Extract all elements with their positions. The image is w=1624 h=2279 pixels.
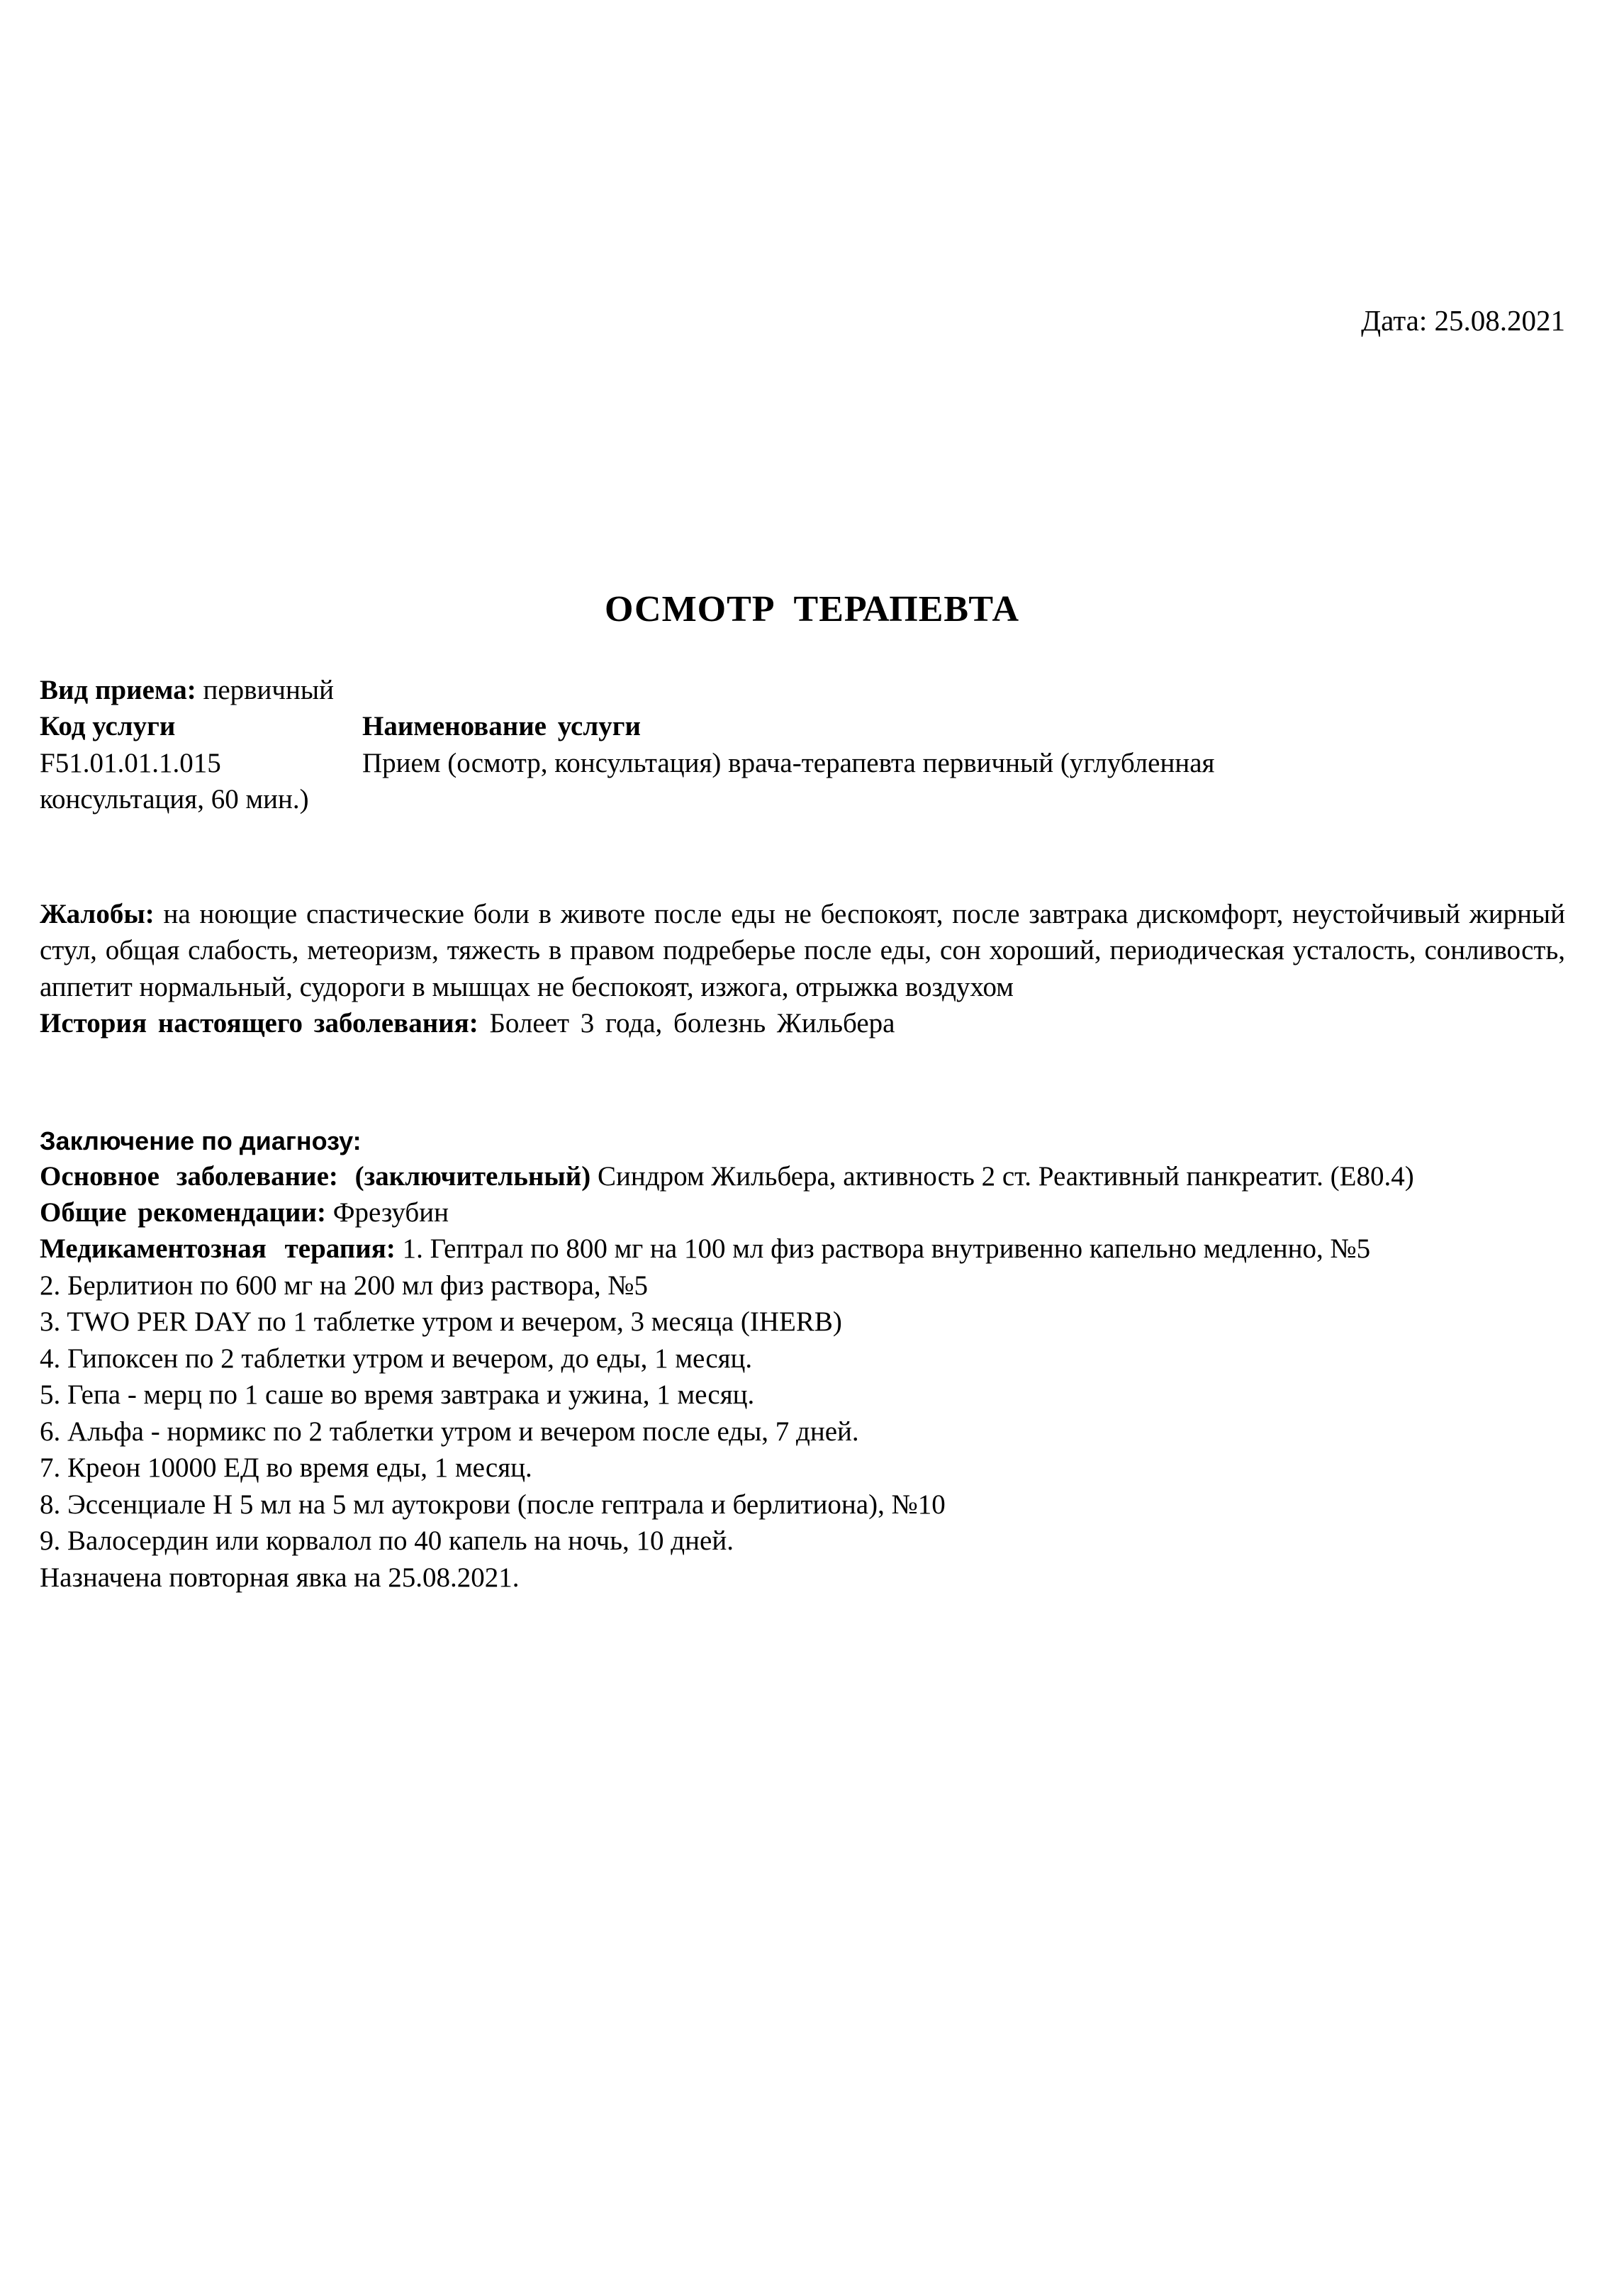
medication-item: 3. TWO PER DAY по 1 таблетке утром и вечером, 3 месяца (IHERB): [40, 1306, 842, 1338]
medication-item: 5. Гепа - мерц по 1 саше во время завтрака и ужина, 1 месяц.: [40, 1379, 755, 1411]
general-recommendations-text: Фрезубин: [332, 1197, 449, 1228]
service-code-header: Код услуги: [40, 711, 176, 742]
visit-type-line: [40, 672, 1565, 708]
complaints-label: Жалобы:: [40, 899, 155, 929]
service-name-continuation: консультация, 60 мин.): [40, 784, 309, 815]
medication-item: 9. Валосердин или корвалол по 40 капель на ночь, 10 дней.: [40, 1525, 734, 1557]
history-text: Болеет 3 года, болезнь Жильбера: [489, 1008, 895, 1039]
general-recommendations-label: Общие рекомендации:: [40, 1197, 326, 1228]
followup-appointment: Назначена повторная явка на 25.08.2021.: [40, 1562, 520, 1593]
medication-item: 4. Гипоксен по 2 таблетки утром и вечером, до еды, 1 месяц.: [40, 1343, 753, 1374]
medication-label: Медикаментозная терапия:: [40, 1233, 396, 1265]
service-row: [40, 745, 1565, 781]
main-disease-label: Основное заболевание: (заключительный): [40, 1160, 591, 1192]
history-label: История настоящего заболевания:: [40, 1008, 478, 1039]
service-name: Прием (осмотр, консультация) врача-терапевта первичный (углубленная: [362, 747, 1215, 778]
medication-item-1: 1. Гептрал по 800 мг на 100 мл физ раствора внутривенно капельно медленно, №5: [402, 1233, 1371, 1265]
medication-paragraph: [40, 1231, 1565, 1267]
visit-type-label: Вид приема:: [40, 675, 196, 705]
history-line: [40, 1005, 1565, 1041]
general-recommendations-line: [40, 1194, 1565, 1231]
document-date: Дата: 25.08.2021: [1361, 304, 1565, 337]
complaints-text: на ноющие спастические боли в животе после еды не беспокоят, после завтрака дискомфорт, неустойчивый жирный стул, общая слабость, метеоризм, тяжесть в правом подреберье после еды, сон хороший, периодическая усталость, сонливость, аппетит нормальный, судороги в мышцах не беспокоят, изжога, отрыжка воздухом: [40, 899, 1566, 1002]
document-title-text: ОСМОТР ТЕРАПЕВТА: [604, 589, 1020, 629]
document-title: [0, 588, 1624, 630]
complaints-paragraph: [40, 896, 1565, 1005]
conclusion-section: [40, 1124, 1565, 1596]
service-name-header: Наименование услуги: [362, 711, 641, 742]
main-disease-paragraph: [40, 1158, 1565, 1194]
visit-section: [40, 672, 1565, 818]
medication-item: 7. Креон 10000 ЕД во время еды, 1 месяц.: [40, 1452, 532, 1484]
medication-item: 8. Эссенциале Н 5 мл на 5 мл аутокрови (после гептрала и берлитиона), №10: [40, 1489, 946, 1520]
complaints-section: [40, 896, 1565, 1042]
visit-type-value: первичный: [203, 675, 334, 705]
medication-item: 2. Берлитион по 600 мг на 200 мл физ раствора, №5: [40, 1270, 649, 1301]
conclusion-heading: Заключение по диагнозу:: [40, 1126, 362, 1155]
medication-item: 6. Альфа - нормикс по 2 таблетки утром и вечером после еды, 7 дней.: [40, 1416, 859, 1447]
service-table-header: [40, 708, 1565, 744]
main-disease-text: Синдром Жильбера, активность 2 ст. Реактивный панкреатит. (E80.4): [598, 1160, 1414, 1192]
service-code: F51.01.01.1.015: [40, 747, 221, 778]
